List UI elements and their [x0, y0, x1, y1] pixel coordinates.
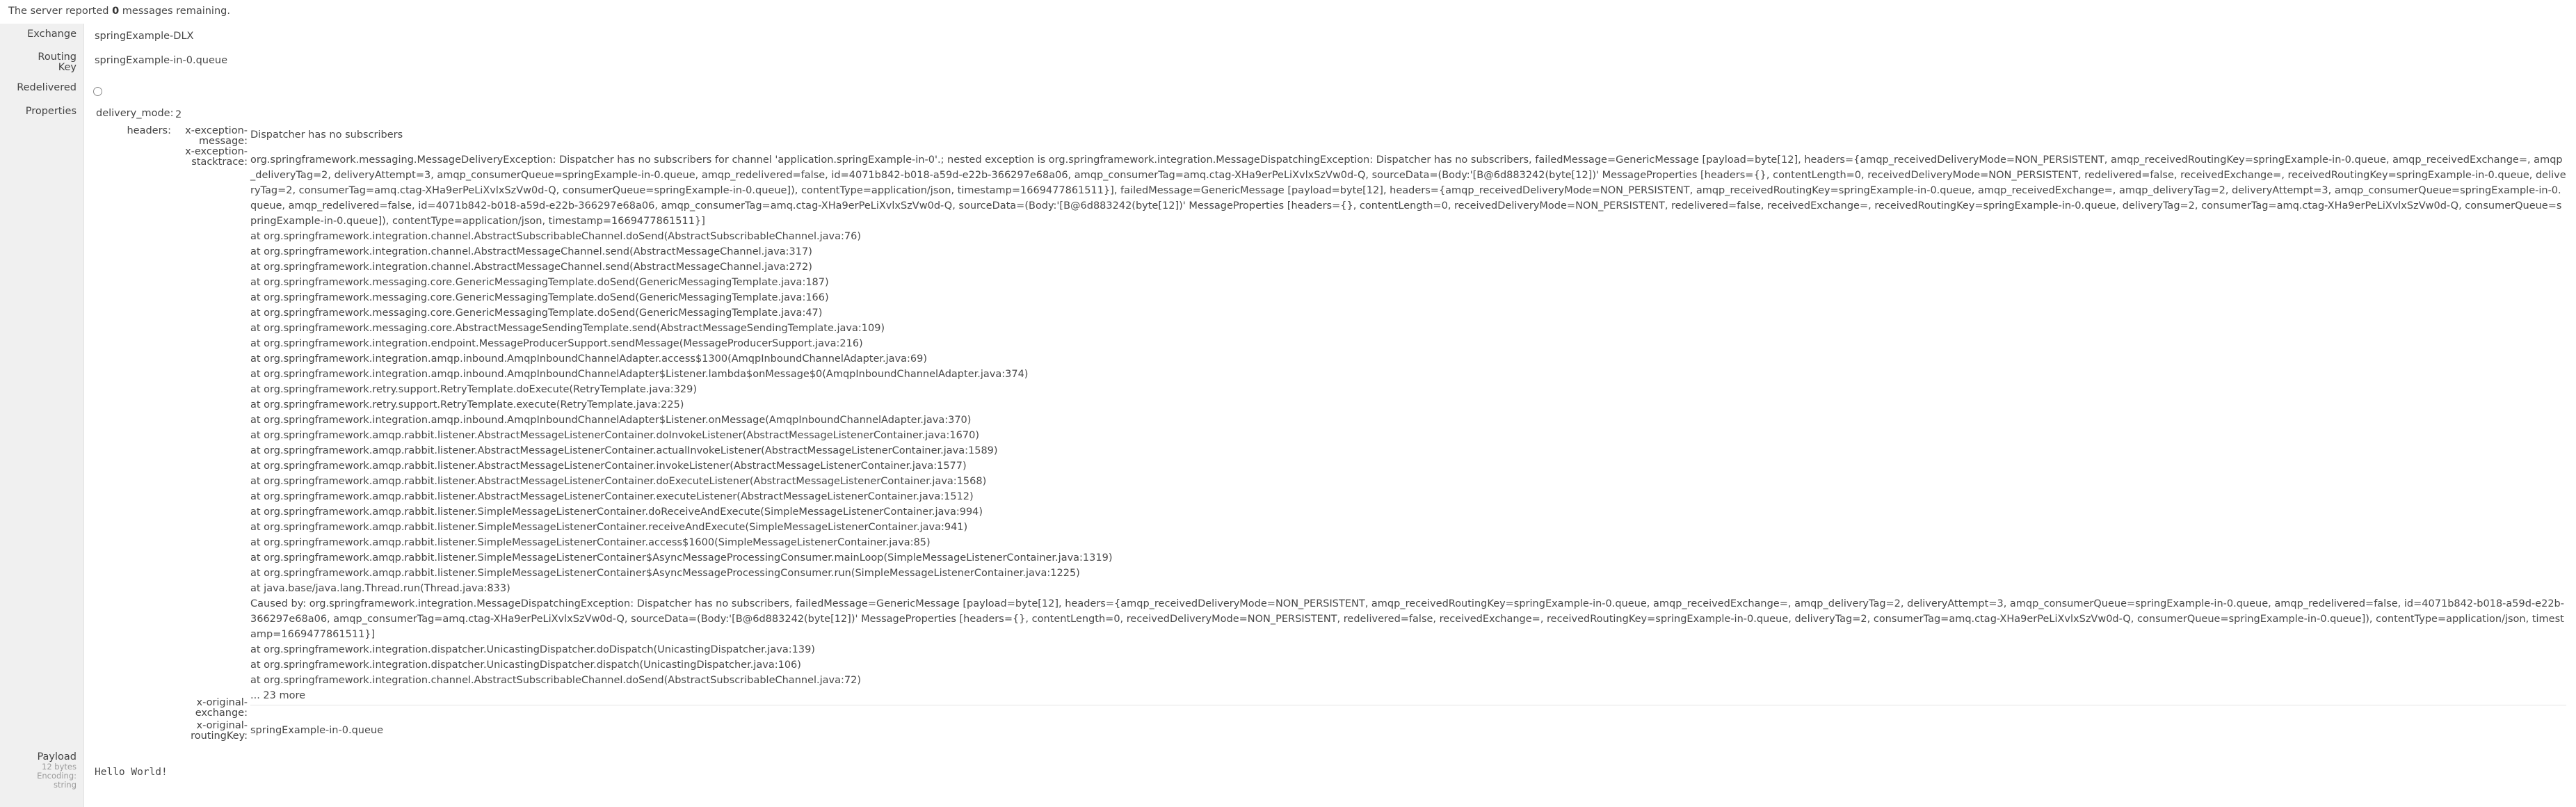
stacktrace-line: at org.springframework.amqp.rabbit.listener.AbstractMessageListenerContainer.executeListener(AbstractMessageListenerContainer.java:1512) [250, 491, 974, 502]
x-original-routing-key-1: x-original- [196, 720, 248, 731]
stacktrace-line: at org.springframework.amqp.rabbit.listener.SimpleMessageListenerContainer.doReceiveAndExecute(SimpleMessageListenerContainer.java:994) [250, 506, 983, 518]
exception-stacktrace [250, 152, 2566, 705]
x-exception-message-key-2: message: [198, 136, 248, 147]
stacktrace-line: at org.springframework.retry.support.RetryTemplate.doExecute(RetryTemplate.java:329) [250, 384, 698, 395]
stacktrace-line: at org.springframework.messaging.core.GenericMessagingTemplate.doSend(GenericMessagingTemplate.java:47) [250, 307, 823, 319]
stacktrace-line: at java.base/java.lang.Thread.run(Thread.java:833) [250, 583, 510, 594]
x-original-exchange-key-2: exchange: [195, 708, 248, 719]
stacktrace-line: at org.springframework.integration.endpoint.MessageProducerSupport.sendMessage(MessageProducerSupport.java:216) [250, 338, 863, 349]
headers-key: headers: [127, 125, 171, 136]
field-label-column [0, 24, 84, 807]
routing-key-label-2: Key [58, 62, 77, 73]
x-original-exchange-key-1: x-original- [196, 697, 248, 708]
x-exception-message-value: Dispatcher has no subscribers [250, 129, 403, 141]
stacktrace-line: at org.springframework.amqp.rabbit.listener.AbstractMessageListenerContainer.doInvokeListener(AbstractMessageListenerContainer.java:1670) [250, 430, 979, 441]
stacktrace-line: at org.springframework.messaging.core.GenericMessagingTemplate.doSend(GenericMessagingTemplate.java:187) [250, 277, 829, 288]
routing-key-value: springExample-in-0.queue [95, 55, 227, 66]
payload-size: 12 bytes [42, 762, 77, 772]
stacktrace-line: at org.springframework.amqp.rabbit.listener.SimpleMessageListenerContainer$AsyncMessageProcessingConsumer.mainLoop(SimpleMessageListenerContainer.java:1319) [250, 552, 1113, 564]
stacktrace-line: at org.springframework.messaging.core.GenericMessagingTemplate.doSend(GenericMessagingTemplate.java:166) [250, 292, 829, 303]
stacktrace-line: at org.springframework.retry.support.RetryTemplate.execute(RetryTemplate.java:225) [250, 399, 684, 410]
stacktrace-line: at org.springframework.integration.amqp.inbound.AmqpInboundChannelAdapter.access$1300(AmqpInboundChannelAdapter.java:69) [250, 353, 928, 365]
stacktrace-line: Caused by: org.springframework.integration.MessageDispatchingException: Dispatcher has no subscribers, failedMessage=GenericMessage [payload=byte[12], headers={amqp_receivedDeliveryMode=NON_PERSISTENT, amqp_receivedRoutingKey=springExample-in-0.queue, amqp_receivedExchange=, amqp_deliveryTag=2, deliveryAttempt=3, amqp_consumerQueue=springExample-in-0.queue, amqp_redelivered=false, id=4071b842-b018-a59d-e22b-366297e68a06, amqp_consumerTag=amq.ctag-XHa9erPeLiXvlxSzVw0d-Q, sourceData=(Body:'[B@6d883242(byte[12])' MessageProperties [headers={}, contentLength=0, receivedDeliveryMode=NON_PERSISTENT, redelivered=false, receivedExchange=, receivedRoutingKey=springExample-in-0.queue, deliveryTag=2, consumerTag=amq.ctag-XHa9erPeLiXvlxSzVw0d-Q, consumerQueue=springExample-in-0.queue]), contentType=application/json, timestamp=1669477861511}] [250, 598, 2564, 640]
payload-label: Payload [37, 751, 77, 762]
stacktrace-line: at org.springframework.integration.channel.AbstractMessageChannel.send(AbstractMessageChannel.java:317) [250, 246, 812, 257]
stacktrace-line: at org.springframework.integration.channel.AbstractSubscribableChannel.doSend(AbstractSubscribableChannel.java:72) [250, 675, 862, 686]
stacktrace-line: at org.springframework.amqp.rabbit.listener.AbstractMessageListenerContainer.doExecuteListener(AbstractMessageListenerContainer.java:1568) [250, 476, 987, 487]
x-exception-stacktrace-key-2: stacktrace: [191, 157, 248, 168]
stacktrace-line: at org.springframework.amqp.rabbit.listener.SimpleMessageListenerContainer$AsyncMessageProcessingConsumer.run(SimpleMessageListenerContainer.java:1225) [250, 568, 1080, 579]
x-exception-message-key-1: x-exception- [185, 125, 248, 136]
delivery-mode-key: delivery_mode: [96, 108, 174, 119]
delivery-mode-value: 2 [175, 109, 182, 120]
x-original-routing-key-2: routingKey: [191, 730, 248, 742]
x-exception-stacktrace-key-1: x-exception- [185, 146, 248, 157]
stacktrace-line: at org.springframework.amqp.rabbit.listener.SimpleMessageListenerContainer.access$1600(SimpleMessageListenerContainer.java:85) [250, 537, 931, 548]
stacktrace-line: ... 23 more [250, 690, 306, 701]
stacktrace-line: at org.springframework.integration.dispatcher.UnicastingDispatcher.doDispatch(UnicastingDispatcher.java:139) [250, 644, 815, 655]
payload-body: Hello World! [95, 767, 168, 778]
server-status-note [8, 4, 230, 18]
payload-encoding-label: Encoding: [37, 771, 77, 781]
stacktrace-line: at org.springframework.integration.amqp.inbound.AmqpInboundChannelAdapter$Listener.lambda$onMessage$0(AmqpInboundChannelAdapter.java:374) [250, 369, 1029, 380]
exchange-label: Exchange [27, 29, 77, 40]
server-note-prefix: The server reported [8, 6, 113, 17]
routing-key-label-1: Routing [38, 51, 77, 63]
stacktrace-line: at org.springframework.amqp.rabbit.listener.SimpleMessageListenerContainer.receiveAndExecute(SimpleMessageListenerContainer.java:941) [250, 522, 968, 533]
properties-label: Properties [25, 106, 77, 117]
messages-remaining-count: 0 [112, 6, 120, 17]
stacktrace-line: at org.springframework.integration.dispatcher.UnicastingDispatcher.dispatch(UnicastingDispatcher.java:106) [250, 660, 801, 671]
exchange-value: springExample-DLX [95, 31, 194, 42]
stacktrace-line: at org.springframework.integration.channel.AbstractSubscribableChannel.doSend(AbstractSubscribableChannel.java:76) [250, 231, 862, 242]
x-original-routing-value: springExample-in-0.queue [250, 725, 383, 736]
payload-encoding-value: string [53, 780, 77, 790]
stacktrace-line: at org.springframework.amqp.rabbit.listener.AbstractMessageListenerContainer.invokeListener(AbstractMessageListenerContainer.java:1577) [250, 461, 967, 472]
server-note-suffix: messages remaining. [119, 6, 230, 17]
redelivered-indicator [93, 87, 102, 96]
stacktrace-line: org.springframework.messaging.MessageDeliveryException: Dispatcher has no subscribers for channel 'application.springExample-in-0'.; nested exception is org.springframework.integration.MessageDispatchingException: Dispatcher has no subscribers, failedMessage=GenericMessage [payload=byte[12], headers={amqp_receivedDeliveryMode=NON_PERSISTENT, amqp_receivedRoutingKey=springExample-in-0.queue, amqp_receivedExchange=, amqp_deliveryTag=2, deliveryAttempt=3, amqp_consumerQueue=springExample-in-0.queue, amqp_redelivered=false, id=4071b842-b018-a59d-e22b-366297e68a06, amqp_consumerTag=amq.ctag-XHa9erPeLiXvlxSzVw0d-Q, sourceData=(Body:'[B@6d883242(byte[12])' MessageProperties [headers={}, contentLength=0, receivedDeliveryMode=NON_PERSISTENT, redelivered=false, receivedExchange=, receivedRoutingKey=springExample-in-0.queue, deliveryTag=2, consumerTag=amq.ctag-XHa9erPeLiXvlxSzVw0d-Q, consumerQueue=springExample-in-0.queue]), contentType=application/json, timestamp=1669477861511}], failedMessage=GenericMessage [payload=byte[12], headers={amqp_receivedDeliveryMode=NON_PERSISTENT, amqp_receivedRoutingKey=springExample-in-0.queue, amqp_receivedExchange=, amqp_deliveryTag=2, deliveryAttempt=3, amqp_consumerQueue=springExample-in-0.queue, amqp_redelivered=false, id=4071b842-b018-a59d-e22b-366297e68a06, amqp_consumerTag=amq.ctag-XHa9erPeLiXvlxSzVw0d-Q, sourceData=(Body:'[B@6d883242(byte[12])' MessageProperties [headers={}, contentLength=0, receivedDeliveryMode=NON_PERSISTENT, redelivered=false, receivedExchange=, receivedRoutingKey=springExample-in-0.queue, deliveryTag=2, consumerTag=amq.ctag-XHa9erPeLiXvlxSzVw0d-Q, consumerQueue=springExample-in-0.queue]), contentType=application/json, timestamp=1669477861511}] [250, 154, 2566, 227]
stacktrace-line: at org.springframework.integration.amqp.inbound.AmqpInboundChannelAdapter$Listener.onMessage(AmqpInboundChannelAdapter.java:370) [250, 415, 972, 426]
stacktrace-line: at org.springframework.amqp.rabbit.listener.AbstractMessageListenerContainer.actualInvokeListener(AbstractMessageListenerContainer.java:1589) [250, 445, 998, 456]
stacktrace-line: at org.springframework.integration.channel.AbstractMessageChannel.send(AbstractMessageChannel.java:272) [250, 262, 812, 273]
redelivered-label: Redelivered [17, 82, 77, 93]
stacktrace-line: at org.springframework.messaging.core.AbstractMessageSendingTemplate.send(AbstractMessageSendingTemplate.java:109) [250, 323, 885, 334]
